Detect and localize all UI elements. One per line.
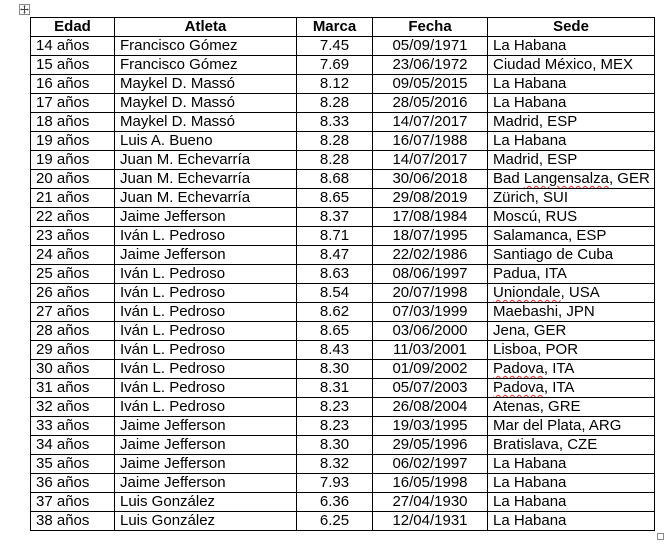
cell-edad: 16 años xyxy=(31,75,115,94)
cell-marca: 7.69 xyxy=(297,56,373,75)
table-row xyxy=(31,493,655,512)
cell-edad: 24 años xyxy=(31,246,115,265)
cell-fecha: 23/06/1972 xyxy=(373,56,488,75)
cell-marca: 8.65 xyxy=(297,189,373,208)
cell-edad: 15 años xyxy=(31,56,115,75)
cell-edad: 23 años xyxy=(31,227,115,246)
cell-atleta: Luis González xyxy=(115,512,297,531)
cell-sede: La Habana xyxy=(488,474,655,493)
cell-sede: Maebashi, JPN xyxy=(488,303,655,322)
cell-edad: 19 años xyxy=(31,132,115,151)
cell-atleta: Jaime Jefferson xyxy=(115,436,297,455)
cell-fecha: 05/07/2003 xyxy=(373,379,488,398)
table-row xyxy=(31,246,655,265)
table-body xyxy=(31,37,655,531)
cell-edad: 30 años xyxy=(31,360,115,379)
cell-fecha: 14/07/2017 xyxy=(373,151,488,170)
header-sede: Sede xyxy=(488,18,655,37)
cell-marca: 8.30 xyxy=(297,360,373,379)
cell-atleta: Jaime Jefferson xyxy=(115,474,297,493)
cell-marca: 8.68 xyxy=(297,170,373,189)
cell-fecha: 08/06/1997 xyxy=(373,265,488,284)
table-row xyxy=(31,455,655,474)
cell-sede: La Habana xyxy=(488,37,655,56)
cell-fecha: 03/06/2000 xyxy=(373,322,488,341)
table-row xyxy=(31,265,655,284)
cell-edad: 25 años xyxy=(31,265,115,284)
table-move-handle-icon[interactable] xyxy=(19,4,30,15)
cell-fecha: 26/08/2004 xyxy=(373,398,488,417)
table-row xyxy=(31,417,655,436)
cell-edad: 14 años xyxy=(31,37,115,56)
cell-sede: La Habana xyxy=(488,493,655,512)
table-row xyxy=(31,56,655,75)
table-row xyxy=(31,75,655,94)
cell-marca: 8.71 xyxy=(297,227,373,246)
cell-atleta: Juan M. Echevarría xyxy=(115,151,297,170)
cell-marca: 6.36 xyxy=(297,493,373,512)
cell-atleta: Francisco Gómez xyxy=(115,37,297,56)
header-fecha: Fecha xyxy=(373,18,488,37)
table-row xyxy=(31,37,655,56)
cell-atleta: Juan M. Echevarría xyxy=(115,170,297,189)
spellcheck-flag: Uniondale xyxy=(493,284,561,301)
cell-fecha: 07/03/1999 xyxy=(373,303,488,322)
cell-atleta: Jaime Jefferson xyxy=(115,455,297,474)
cell-fecha: 27/04/1930 xyxy=(373,493,488,512)
cell-edad: 26 años xyxy=(31,284,115,303)
cell-sede: Padova, ITA xyxy=(488,379,655,398)
cell-marca: 7.45 xyxy=(297,37,373,56)
cell-marca: 8.30 xyxy=(297,436,373,455)
table-row xyxy=(31,151,655,170)
table-row xyxy=(31,360,655,379)
cell-fecha: 09/05/2015 xyxy=(373,75,488,94)
cell-atleta: Jaime Jefferson xyxy=(115,417,297,436)
cell-atleta: Iván L. Pedroso xyxy=(115,284,297,303)
cell-edad: 20 años xyxy=(31,170,115,189)
cell-atleta: Luis González xyxy=(115,493,297,512)
cell-marca: 8.62 xyxy=(297,303,373,322)
cell-marca: 8.23 xyxy=(297,398,373,417)
spellcheck-flag: Padova xyxy=(493,379,544,396)
cell-atleta: Iván L. Pedroso xyxy=(115,398,297,417)
table-row xyxy=(31,284,655,303)
cell-atleta: Iván L. Pedroso xyxy=(115,303,297,322)
cell-marca: 8.23 xyxy=(297,417,373,436)
cell-marca: 8.32 xyxy=(297,455,373,474)
cell-fecha: 05/09/1971 xyxy=(373,37,488,56)
cell-marca: 8.43 xyxy=(297,341,373,360)
cell-fecha: 28/05/2016 xyxy=(373,94,488,113)
table-row xyxy=(31,170,655,189)
cell-marca: 8.12 xyxy=(297,75,373,94)
cell-edad: 22 años xyxy=(31,208,115,227)
cell-fecha: 30/06/2018 xyxy=(373,170,488,189)
cell-edad: 27 años xyxy=(31,303,115,322)
spellcheck-flag: Langensalza xyxy=(523,170,609,187)
cell-marca: 8.31 xyxy=(297,379,373,398)
cell-fecha: 29/05/1996 xyxy=(373,436,488,455)
cell-edad: 19 años xyxy=(31,151,115,170)
cell-atleta: Luis A. Bueno xyxy=(115,132,297,151)
table-row xyxy=(31,379,655,398)
cell-marca: 8.28 xyxy=(297,151,373,170)
cell-marca: 8.65 xyxy=(297,322,373,341)
cell-atleta: Iván L. Pedroso xyxy=(115,322,297,341)
cell-fecha: 01/09/2002 xyxy=(373,360,488,379)
cell-fecha: 14/07/2017 xyxy=(373,113,488,132)
cell-marca: 8.54 xyxy=(297,284,373,303)
cell-sede: Zürich, SUI xyxy=(488,189,655,208)
spellcheck-flag: Padova xyxy=(493,360,544,377)
cell-edad: 17 años xyxy=(31,94,115,113)
header-edad: Edad xyxy=(31,18,115,37)
cell-sede: Mar del Plata, ARG xyxy=(488,417,655,436)
cell-fecha: 11/03/2001 xyxy=(373,341,488,360)
cell-edad: 32 años xyxy=(31,398,115,417)
header-atleta: Atleta xyxy=(115,18,297,37)
table-row xyxy=(31,132,655,151)
table-row xyxy=(31,322,655,341)
cell-sede: Moscú, RUS xyxy=(488,208,655,227)
cell-edad: 29 años xyxy=(31,341,115,360)
table-row xyxy=(31,341,655,360)
cell-atleta: Iván L. Pedroso xyxy=(115,227,297,246)
cell-marca: 8.63 xyxy=(297,265,373,284)
cell-atleta: Maykel D. Massó xyxy=(115,94,297,113)
cell-marca: 8.28 xyxy=(297,94,373,113)
table-row xyxy=(31,474,655,493)
cell-marca: 7.93 xyxy=(297,474,373,493)
cell-edad: 36 años xyxy=(31,474,115,493)
cell-atleta: Francisco Gómez xyxy=(115,56,297,75)
table-row xyxy=(31,398,655,417)
cell-fecha: 19/03/1995 xyxy=(373,417,488,436)
table-row xyxy=(31,436,655,455)
table-resize-handle[interactable] xyxy=(657,533,664,540)
cell-sede: La Habana xyxy=(488,512,655,531)
cell-marca: 8.37 xyxy=(297,208,373,227)
header-marca: Marca xyxy=(297,18,373,37)
table-row xyxy=(31,208,655,227)
cell-sede: Lisboa, POR xyxy=(488,341,655,360)
cell-fecha: 12/04/1931 xyxy=(373,512,488,531)
cell-sede: Jena, GER xyxy=(488,322,655,341)
cell-atleta: Iván L. Pedroso xyxy=(115,265,297,284)
cell-marca: 8.47 xyxy=(297,246,373,265)
cell-sede: La Habana xyxy=(488,132,655,151)
cell-sede: Bad Langensalza, GER xyxy=(488,170,655,189)
cell-sede: Santiago de Cuba xyxy=(488,246,655,265)
cell-edad: 18 años xyxy=(31,113,115,132)
cell-sede: Padua, ITA xyxy=(488,265,655,284)
cell-edad: 28 años xyxy=(31,322,115,341)
cell-fecha: 29/08/2019 xyxy=(373,189,488,208)
cell-marca: 6.25 xyxy=(297,512,373,531)
table-header-row xyxy=(31,18,655,37)
cell-fecha: 20/07/1998 xyxy=(373,284,488,303)
cell-sede: Padova, ITA xyxy=(488,360,655,379)
cell-edad: 35 años xyxy=(31,455,115,474)
cell-fecha: 16/05/1998 xyxy=(373,474,488,493)
cell-sede: Bratislava, CZE xyxy=(488,436,655,455)
move-arrows-icon xyxy=(20,5,29,14)
cell-atleta: Juan M. Echevarría xyxy=(115,189,297,208)
cell-marca: 8.33 xyxy=(297,113,373,132)
cell-sede: Salamanca, ESP xyxy=(488,227,655,246)
cell-sede: La Habana xyxy=(488,75,655,94)
cell-edad: 21 años xyxy=(31,189,115,208)
cell-sede: La Habana xyxy=(488,455,655,474)
cell-atleta: Iván L. Pedroso xyxy=(115,379,297,398)
cell-fecha: 17/08/1984 xyxy=(373,208,488,227)
cell-edad: 37 años xyxy=(31,493,115,512)
cell-edad: 33 años xyxy=(31,417,115,436)
table-row xyxy=(31,303,655,322)
cell-atleta: Maykel D. Massó xyxy=(115,113,297,132)
cell-atleta: Maykel D. Massó xyxy=(115,75,297,94)
table-row xyxy=(31,227,655,246)
cell-atleta: Jaime Jefferson xyxy=(115,208,297,227)
cell-edad: 38 años xyxy=(31,512,115,531)
cell-sede: Uniondale, USA xyxy=(488,284,655,303)
cell-sede: La Habana xyxy=(488,94,655,113)
cell-marca: 8.28 xyxy=(297,132,373,151)
cell-fecha: 16/07/1988 xyxy=(373,132,488,151)
table-row xyxy=(31,189,655,208)
records-table xyxy=(30,17,655,531)
cell-atleta: Jaime Jefferson xyxy=(115,246,297,265)
table-row xyxy=(31,94,655,113)
cell-atleta: Iván L. Pedroso xyxy=(115,341,297,360)
cell-edad: 31 años xyxy=(31,379,115,398)
cell-sede: Atenas, GRE xyxy=(488,398,655,417)
cell-sede: Madrid, ESP xyxy=(488,151,655,170)
cell-edad: 34 años xyxy=(31,436,115,455)
cell-sede: Ciudad México, MEX xyxy=(488,56,655,75)
cell-fecha: 22/02/1986 xyxy=(373,246,488,265)
cell-sede: Madrid, ESP xyxy=(488,113,655,132)
table-row xyxy=(31,512,655,531)
cell-atleta: Iván L. Pedroso xyxy=(115,360,297,379)
cell-fecha: 18/07/1995 xyxy=(373,227,488,246)
cell-fecha: 06/02/1997 xyxy=(373,455,488,474)
table-row xyxy=(31,113,655,132)
